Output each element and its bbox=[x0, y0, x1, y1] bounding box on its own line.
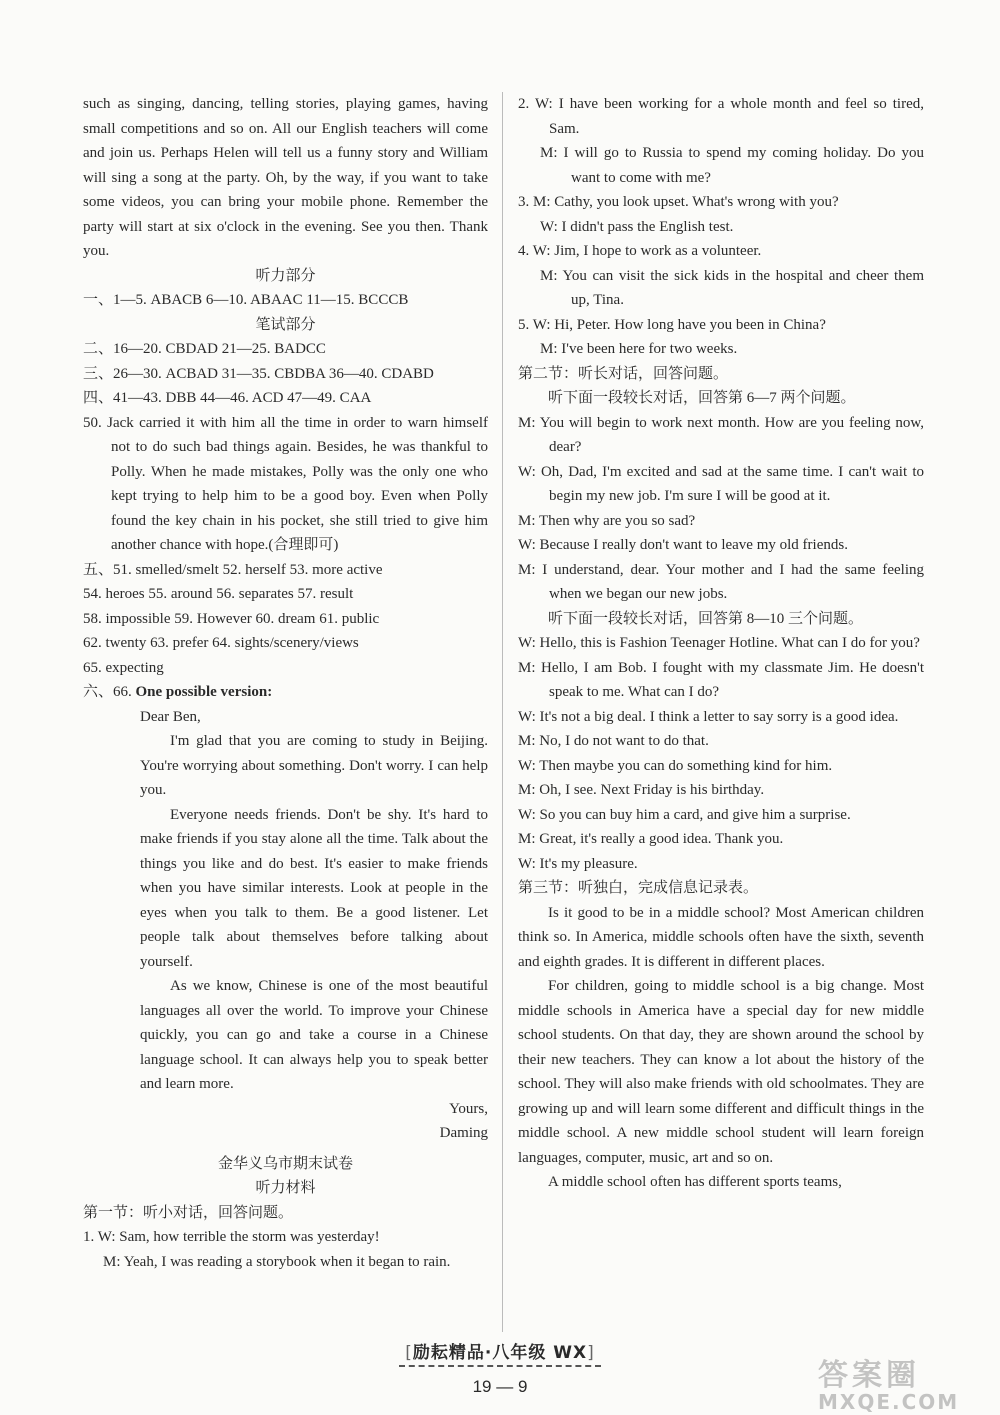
instruction-6-7: 听下面一段较长对话，回答第 6—7 两个问题。 bbox=[548, 390, 856, 406]
dialog-line: W: Then maybe you can do something kind for him. bbox=[518, 757, 833, 774]
dialog-line: 4. W: Jim, I hope to work as a volunteer. bbox=[518, 243, 762, 259]
material-title: 听力材料 bbox=[255, 1180, 316, 1196]
dialog-line: 5. W: Hi, Peter. How long have you been in China? bbox=[518, 316, 826, 333]
answer-row-5c: 58. impossible 59. However 60. dream 61. public bbox=[83, 610, 380, 627]
instruction-8-10: 听下面一段较长对话，回答第 8—10 三个问题。 bbox=[548, 610, 864, 627]
dialog-line: M: Great, it's really a good idea. Thank you. bbox=[518, 831, 784, 847]
monologue-paragraph: A middle school often has different sports teams, bbox=[548, 1174, 842, 1190]
dialog-line: 1. W: Sam, how terrible the storm was yesterday! bbox=[83, 1229, 380, 1245]
written-heading: 笔试部分 bbox=[255, 316, 316, 333]
monologue-paragraph: For children, going to middle school is a big change. Most middle schools in America have a special day for new middle school students. On that day, they are shown around the school by their new teachers. They can know a lot about the history of the school. They will also make friends with old schoolmates. They are growing up and will learn some different and difficult things in the middle school. A new middle school student will learn foreign languages, computer, music, art and so on. bbox=[518, 978, 924, 1166]
answer-50: 50. Jack carried it with him all the time in order to warn himself not to do such bad things again. Besides, he was thankful to Polly. When he made mistakes, Polly was the only one who kept trying to help him to be a good boy. Even when Polly found the key chain in his pocket, she still tried to give him another chance with hope.(合理即可) bbox=[83, 414, 488, 553]
dialog-line: W: It's not a big deal. I think a letter to say sorry is a good idea. bbox=[518, 708, 899, 725]
dialog-line: M: You will begin to work next month. How are you feeling now, dear? bbox=[518, 414, 924, 455]
letter-paragraph: I'm glad that you are coming to study in Beijing. You're worrying about something. Don't worry. I can help you. bbox=[140, 733, 488, 798]
answer-66-prefix: 六、66. bbox=[83, 684, 136, 700]
answer-row-2: 二、16—20. CBDAD 21—25. BADCC bbox=[83, 341, 326, 357]
dialog-line: 2. W: I have been working for a whole month and feel so tired, Sam. bbox=[518, 96, 924, 137]
answer-66-title: One possible version: bbox=[135, 684, 273, 700]
dialog-line: M: I will go to Russia to spend my coming holiday. Do you want to come with me? bbox=[540, 145, 924, 186]
answer-row-5e: 65. expecting bbox=[83, 659, 164, 676]
letter-paragraph: As we know, Chinese is one of the most beautiful languages all over the world. To improve your Chinese quickly, you can go and take a course in a Chinese language school. It can always help you to speak better and learn more. bbox=[140, 978, 488, 1092]
watermark-line1: 答案圈 bbox=[818, 1358, 920, 1393]
dialog-line: M: Oh, I see. Next Friday is his birthday. bbox=[518, 782, 765, 798]
left-column bbox=[83, 92, 488, 1274]
dialog-line: M: No, I do not want to do that. bbox=[518, 733, 709, 749]
section-1-heading: 第一节：听小对话，回答问题。 bbox=[83, 1204, 294, 1221]
answer-66-heading bbox=[83, 680, 488, 705]
dialog-line: W: Because I really don't want to leave my old friends. bbox=[518, 537, 848, 553]
dialog-line: W: It's my pleasure. bbox=[518, 855, 638, 872]
dialog-line: M: Hello, I am Bob. I fought with my classmate Jim. He doesn't speak to me. What can I do? bbox=[518, 659, 924, 700]
watermark-logo bbox=[818, 1350, 988, 1414]
answer-row-1: 一、1—5. ABACB 6—10. ABAAC 11—15. BCCCB bbox=[83, 292, 409, 308]
dialog-line: W: So you can buy him a card, and give him a surprise. bbox=[518, 806, 851, 823]
watermark-line2: MXQE.COM bbox=[818, 1390, 960, 1414]
letter-paragraph: Everyone needs friends. Don't be shy. It's hard to make friends if you stay alone all the time. Talk about the things you like and do best. It's easier to make friends when you have similar interests. Look at people in the eyes when you talk to them. Be a good listener. Let people talk about themselves before talking about yourself. bbox=[140, 806, 488, 970]
dialog-line: M: You can visit the sick kids in the hospital and cheer them up, Tina. bbox=[540, 267, 924, 308]
dialog-line: 3. M: Cathy, you look upset. What's wrong with you? bbox=[518, 194, 839, 210]
answer-row-4: 四、41—43. DBB 44—46. ACD 47—49. CAA bbox=[83, 390, 372, 406]
dialog-line: W: Hello, this is Fashion Teenager Hotline. What can I do for you? bbox=[518, 635, 920, 651]
letter-greeting: Dear Ben, bbox=[140, 708, 201, 725]
monologue-paragraph: Is it good to be in a middle school? Most American children think so. In America, middle schools often have the sixth, seventh and eighth grades. It is different in different places. bbox=[518, 904, 924, 970]
column-divider bbox=[502, 92, 503, 1332]
dialog-line: M: Then why are you so sad? bbox=[518, 512, 696, 529]
exam-title: 金华义乌市期末试卷 bbox=[217, 1155, 353, 1172]
dialog-line: W: I didn't pass the English test. bbox=[540, 218, 734, 235]
answer-row-5d: 62. twenty 63. prefer 64. sights/scenery/views bbox=[83, 635, 359, 651]
listening-heading: 听力部分 bbox=[255, 267, 316, 284]
dialog-line: W: Oh, Dad, I'm excited and sad at the same time. I can't wait to begin my new job. I'm sure I will be good at it. bbox=[518, 463, 924, 504]
dialog-line: M: I've been here for two weeks. bbox=[540, 341, 738, 357]
letter-closing: Yours, bbox=[449, 1100, 488, 1117]
sample-letter bbox=[83, 705, 488, 1146]
brand-label: [励耘精品·八年级 WX] bbox=[399, 1338, 601, 1367]
invitation-paragraph: such as singing, dancing, telling stories, playing games, having small competitions and so on. All our English teachers will come and join us. Perhaps Helen will tell us a funny story and William will sing a song at the party. Oh, by the way, if you want to take some videos, you can bring your mobile phone. Remember the party will start at six o'clock in the evening. See you then. Thank you. bbox=[83, 96, 488, 259]
page-number: 19 — 9 bbox=[472, 1377, 528, 1396]
brand-text: 励耘精品·八年级 WX bbox=[412, 1343, 588, 1363]
answer-row-5b: 54. heroes 55. around 56. separates 57. result bbox=[83, 586, 354, 602]
right-column bbox=[518, 92, 924, 1195]
answer-row-5a: 五、51. smelled/smelt 52. herself 53. more active bbox=[83, 561, 383, 578]
section-2-heading: 第二节：听长对话，回答问题。 bbox=[518, 365, 729, 382]
dialog-line: M: I understand, dear. Your mother and I had the same feeling when we began our new jobs. bbox=[518, 561, 924, 602]
section-3-heading: 第三节：听独白，完成信息记录表。 bbox=[518, 880, 759, 896]
letter-signature: Daming bbox=[439, 1125, 488, 1141]
dialog-line: M: Yeah, I was reading a storybook when it began to rain. bbox=[103, 1253, 451, 1270]
answer-row-3: 三、26—30. ACBAD 31—35. CBDBA 36—40. CDABD bbox=[83, 365, 434, 382]
